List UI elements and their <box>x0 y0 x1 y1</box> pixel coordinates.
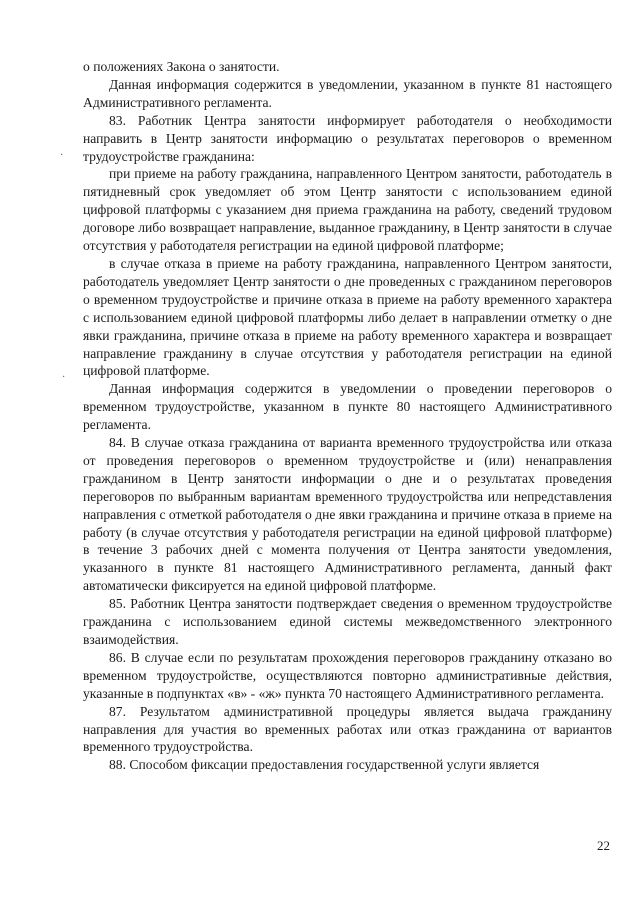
paragraph: Данная информация содержится в уведомлении о проведении переговоров о временном трудоустройстве, указанном в пункте 80 настоящего Административного регламента. <box>83 381 612 433</box>
paragraph: 88. Способом фиксации предоставления государственной услуги является <box>109 757 540 773</box>
paragraph: Данная информация содержится в уведомлении, указанном в пункте 81 настоящего Административного регламента. <box>83 76 612 110</box>
paragraph: 87. Результатом административной процедуры является выдача гражданину направления для участия во временных работах или отказ гражданина от вариантов временного трудоустройства. <box>83 703 612 755</box>
paragraph: 86. В случае если по результатам прохождения переговоров гражданину отказано во временном трудоустройстве, осуществляются повторно административные действия, указанные в подпунктах «в» - «ж» пункта 70 настоящего Административного регламента. <box>83 649 612 701</box>
paragraph: 84. В случае отказа гражданина от варианта временного трудоустройства или отказа от проведения переговоров о временном трудоустройстве и (или) ненаправления гражданином в Центр занятости информации о дне и о результатах проведения переговоров по выбранным вариантам временного трудоустройства или непредставления направления с отметкой работодателя о дне явки гражданина и причине отказа в приеме на работу (в случае отсутствия у работодателя регистрации на единой цифровой платформе) в течение 3 рабочих дней с момента получения от Центра занятости уведомления, указанного в пункте 81 настоящего Административного регламента, данный факт автоматически фиксируется на единой цифровой платформе. <box>83 435 612 594</box>
paragraph: о положениях Закона о занятости. <box>83 59 280 74</box>
paragraph: 85. Работник Центра занятости подтверждает сведения о временном трудоустройстве гражданина с использованием единой системы межведомственного электронного взаимодействия. <box>83 596 612 647</box>
paragraph: 83. Работник Центра занятости информирует работодателя о необходимости направить в Центр занятости информацию о результатах переговоров о временном трудоустройстве гражданина: <box>83 112 612 164</box>
paragraph: в случае отказа в приеме на работу гражданина, направленного Центром занятости, работодатель уведомляет Центр занятости о дне проведенных с гражданином переговоров о временном трудоустройстве и причине отказа в приеме на работу временного характера с использованием единой цифровой платформы либо делает в направлении отметку о дне явки гражданина, причине отказа в приеме на работу временного характера и возвращает направление гражданину в случае отсутствия у работодателя регистрации на единой цифровой платформе. <box>83 255 612 379</box>
paragraph: при приеме на работу гражданина, направленного Центром занятости, работодатель в пятидневный срок уведомляет об этом Центр занятости с использованием единой цифровой платформы с указанием дня приема гражданина на работу, сведений трудовом договоре либо возвращает направление, выданное гражданину, в Центр занятости в случае отсутствия у работодателя регистрации на единой цифровой платформе; <box>83 166 612 254</box>
scan-mark: · <box>62 372 66 383</box>
page-number: 22 <box>597 838 610 853</box>
scan-mark: · <box>60 150 64 161</box>
